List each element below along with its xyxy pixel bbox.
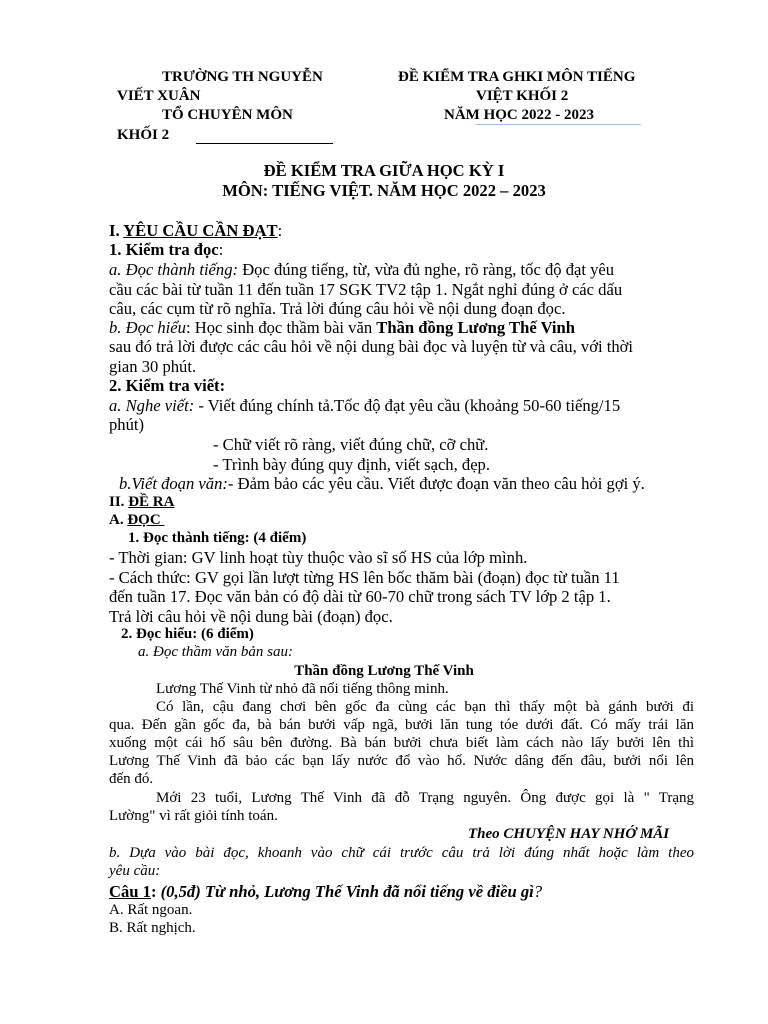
- passage-title: Thần đồng Lương Thế Vinh: [294, 663, 474, 679]
- exam-year: NĂM HỌC 2022 - 2023: [444, 107, 594, 123]
- read-aloud-method-line1: - Cách thức: GV gọi lần lượt từng HS lên bốc thăm bài (đoạn) đọc từ tuần 11: [109, 568, 620, 587]
- passage-p2-line3: xuống một cái hố sâu bên đường. Bà bán bưởi chưa biết làm cách nào lấy bưởi lên thì: [109, 735, 694, 751]
- comprehension-text: : Học sinh đọc thầm bài văn: [185, 318, 377, 337]
- read-aloud-method-line3: Trả lời câu hỏi về nội dung bài (đoạn) đọc.: [109, 607, 393, 626]
- exam-title-line1: ĐỀ KIỂM TRA GHKI MÔN TIẾNG: [398, 69, 636, 85]
- question-1-points: (0,5đ): [156, 882, 205, 901]
- paragraph-writing-req: [119, 474, 645, 494]
- read-aloud-text: Đọc đúng tiếng, từ, vừa đủ nghe, rõ ràng, tốc độ đạt yêu: [238, 260, 615, 279]
- section1-colon: :: [277, 221, 283, 240]
- dictation-req-line4: - Trình bày đúng quy định, viết sạch, đẹp.: [213, 455, 491, 474]
- question-1-mark: ?: [533, 882, 543, 901]
- comprehension-passage-title: Thần đồng Lương Thế Vinh: [376, 318, 576, 337]
- read-aloud-req-line3: câu, các cụm từ rõ nghĩa. Trả lời đúng câu hỏi về nội dung đoạn đọc.: [109, 299, 566, 318]
- comprehension-heading: 2. Đọc hiểu: (6 điểm): [121, 626, 254, 642]
- part-a-heading: [109, 512, 164, 529]
- question-1-option-b: B. Rất nghịch.: [109, 920, 196, 936]
- read-aloud-req-line2: cầu các bài từ tuần 11 đến tuần 17 SGK TV2 tập 1. Ngắt nghỉ đúng ở các dấu: [109, 280, 623, 299]
- dictation-req-line3: - Chữ viết rõ ràng, viết đúng chữ, cỡ chữ.: [213, 435, 489, 454]
- section2-title: ĐỀ RA: [128, 494, 175, 510]
- silent-read-label: a. Đọc thầm văn bản sau:: [138, 644, 293, 660]
- question-1: [109, 882, 542, 902]
- question-1-option-a: A. Rất ngoan.: [109, 902, 193, 918]
- passage-p3-line2: Lường" vì rất giỏi tính toán.: [109, 808, 278, 824]
- doc-title-line1: ĐỀ KIỂM TRA GIỮA HỌC KỲ I: [263, 161, 505, 180]
- school-name-line2: VIẾT XUÂN: [117, 88, 201, 104]
- passage-p2-line2: qua. Đến gần gốc đa, bà bán bưởi vấp ngã, bưởi lăn tung tóe dưới đất. Có mấy trái lăn: [109, 717, 694, 733]
- school-name-line1: TRƯỜNG TH NGUYỄN: [162, 69, 323, 85]
- section2-heading: [109, 494, 174, 511]
- doc-title-line2: MÔN: TIẾNG VIỆT. NĂM HỌC 2022 – 2023: [222, 181, 546, 200]
- dictation-text: - Viết đúng chính tả.Tốc độ đạt yêu cầu (khoảng 50-60 tiếng/15: [194, 396, 621, 415]
- comprehension-req-line3: gian 30 phút.: [109, 357, 197, 376]
- read-aloud-heading: 1. Đọc thành tiếng: (4 điểm): [128, 530, 307, 546]
- passage-p3-line1: Mới 23 tuổi, Lương Thế Vinh đã đỗ Trạng nguyên. Ông được gọi là " Trạng: [156, 790, 694, 806]
- paragraph-writing-label: b.Viết đoạn văn:: [119, 474, 228, 493]
- section2-prefix: II.: [109, 494, 129, 510]
- passage-p2-line5: đến đó.: [109, 771, 154, 787]
- exam-title-line2: VIỆT KHỐI 2: [476, 88, 569, 104]
- reading-check-title: 1. Kiểm tra đọc: [109, 240, 219, 259]
- read-aloud-method-line2: đến tuần 17. Đọc văn bản có độ dài từ 60-70 chữ trong sách TV lớp 2 tập 1.: [109, 587, 611, 606]
- reading-check-heading: [109, 240, 223, 260]
- instruction-line1: b. Dựa vào bài đọc, khoanh vào chữ cái trước câu trả lời đúng nhất hoặc làm theo: [109, 845, 694, 861]
- instruction-line2: yêu cầu:: [109, 863, 161, 879]
- dictation-label: a. Nghe viết:: [109, 396, 195, 415]
- comprehension-req-line2: sau đó trả lời được các câu hỏi về nội dung bài đọc và luyện từ và câu, với thời: [109, 337, 634, 356]
- passage-p2-line1: Có lần, cậu đang chơi bên gốc đa cùng các bạn thì thấy một bà gánh bưởi đi: [156, 699, 694, 715]
- read-aloud-time: - Thời gian: GV linh hoạt tùy thuộc vào sĩ số HS của lớp mình.: [109, 548, 528, 567]
- section1-prefix: I.: [109, 221, 124, 240]
- section1-title: YÊU CẦU CẦN ĐẠT: [123, 221, 278, 240]
- exam-year-underline: [476, 124, 641, 125]
- writing-check-heading: 2. Kiểm tra viết:: [109, 376, 226, 395]
- part-a-title: ĐỌC: [127, 512, 165, 528]
- department-line1: TỔ CHUYÊN MÔN: [162, 107, 293, 123]
- department-line2: KHỐI 2: [117, 127, 170, 143]
- dictation-req-line1: [109, 396, 620, 416]
- comprehension-req-line1: [109, 318, 575, 338]
- question-1-text: Từ nhỏ, Lương Thế Vinh đã nổi tiếng về điều gì: [204, 882, 534, 901]
- reading-check-colon: :: [218, 240, 224, 259]
- department-underline: [196, 143, 333, 144]
- passage-p2-line4: Lương Thế Vinh đã bảo các bạn lấy nước đổ vào hố. Nước dâng đến đâu, bưởi nổi lên: [109, 753, 694, 769]
- read-aloud-label: a. Đọc thành tiếng:: [109, 260, 239, 279]
- read-aloud-req-line1: [109, 260, 614, 280]
- paragraph-writing-text: - Đảm bảo các yêu cầu. Viết được đoạn văn theo câu hỏi gợi ý.: [227, 474, 645, 493]
- question-1-label: Câu 1: [109, 882, 151, 901]
- passage-source: Theo CHUYỆN HAY NHỚ MÃI: [468, 826, 670, 842]
- part-a-prefix: A.: [109, 512, 128, 528]
- passage-paragraph-1: Lương Thế Vinh từ nhỏ đã nổi tiếng thông minh.: [156, 681, 449, 697]
- question-1-colon: :: [150, 882, 157, 901]
- comprehension-label: b. Đọc hiểu: [109, 318, 186, 337]
- section1-heading: [109, 221, 282, 241]
- dictation-req-line2: phút): [109, 415, 145, 434]
